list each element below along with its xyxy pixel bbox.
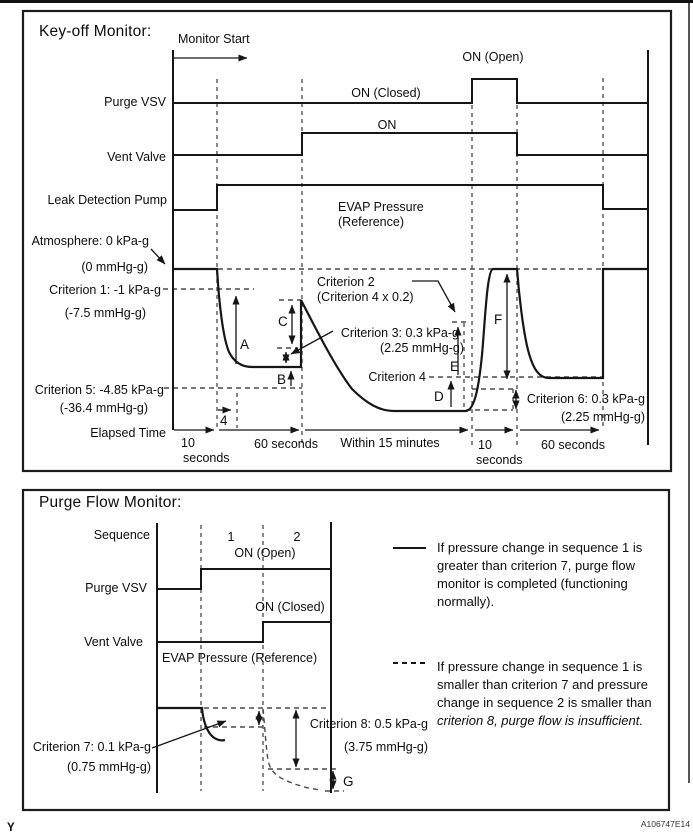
criterion7-label-line1: Criterion 7: 0.1 kPa-g (32, 740, 151, 754)
criterion2-label-line2: (Criterion 4 x 0.2) (317, 290, 414, 304)
mark-a: A (240, 337, 250, 352)
criterion5-label-line1: Criterion 5: -4.85 kPa-g (34, 383, 164, 397)
criterion1-label-line2: (-7.5 mmHg-g) (64, 306, 146, 320)
purge-on-closed-label: ON (Closed) (351, 86, 421, 100)
legend-solid-line1: If pressure change in sequence 1 is (437, 540, 643, 555)
purge-flow-monitor-panel (23, 490, 669, 810)
vent-valve-trace-2 (157, 622, 331, 642)
purge-on-open-label-2: ON (Open) (234, 546, 296, 560)
mark-d: D (434, 389, 444, 404)
key-off-waveforms (173, 50, 648, 445)
elapsed-time-label: Elapsed Time (90, 426, 166, 440)
tick-60s-1: 60 seconds (254, 437, 318, 451)
purge-vsv-trace-2 (157, 569, 331, 589)
purge-flow-labels (33, 494, 652, 789)
legend-dashed-line2: smaller than criterion 7 and pressure (437, 677, 648, 692)
criterion2-label-line1: Criterion 2 (317, 275, 375, 289)
criterion8-label-line1: Criterion 8: 0.5 kPa-g (309, 717, 428, 731)
legend-dashed-line3: change in sequence 2 is smaller than (437, 695, 652, 710)
vent-valve-trace (173, 133, 648, 155)
legend-solid-text (437, 540, 643, 609)
atmosphere-label-line2: (0 mmHg-g) (81, 260, 148, 274)
atmosphere-pointer-arrow (151, 249, 165, 264)
legend-dashed-text (437, 659, 652, 728)
key-off-title: Key-off Monitor: (39, 23, 152, 40)
criterion3-label-line1: Criterion 3: 0.3 kPa-g (340, 326, 459, 340)
purge-flow-title: Purge Flow Monitor: (39, 494, 182, 511)
purge-vsv-label: Purge VSV (104, 95, 166, 109)
tick-10s-1-line2: seconds (183, 451, 230, 465)
tick-60s-2: 60 seconds (541, 438, 605, 452)
key-off-labels (32, 23, 645, 467)
legend-solid-line4: normally). (437, 594, 495, 609)
vent-on-label: ON (377, 118, 397, 132)
sequence-1: 1 (227, 530, 235, 544)
tick-10s-2-line2: seconds (476, 453, 523, 467)
mark-f: F (494, 312, 503, 327)
criterion4-label: Criterion 4 (368, 370, 426, 384)
page-corner-mark: Y (7, 822, 15, 834)
criterion2-pointer-arrow (412, 281, 455, 312)
evap-reference-line1: EVAP Pressure (338, 200, 424, 214)
legend-solid-line3: monitor is completed (functioning (437, 576, 628, 591)
criterion8-label-line2: (3.75 mmHg-g) (343, 740, 428, 754)
mark-g: G (343, 774, 354, 789)
criterion6-label-line1: Criterion 6: 0.3 kPa-g (526, 392, 645, 406)
vent-on-closed-label: ON (Closed) (255, 600, 325, 614)
criterion3-label-line2: (2.25 mmHg-g) (379, 341, 464, 355)
scan-edge-top (0, 0, 693, 3)
legend-dashed-line4: criterion 8, purge flow is insufficient. (437, 713, 643, 728)
criterion1-label-line1: Criterion 1: -1 kPa-g (49, 283, 161, 297)
tick-10s-2-line1: 10 (478, 438, 492, 452)
sequence-2: 2 (293, 530, 301, 544)
legend-dashed-line1: If pressure change in sequence 1 is (437, 659, 643, 674)
legend-solid-line2: greater than criterion 7, purge flow (437, 558, 635, 573)
mark-four-seconds: 4 (220, 413, 228, 428)
mark-b: B (277, 372, 287, 387)
key-off-monitor-panel (23, 11, 671, 471)
vent-valve-label: Vent Valve (107, 150, 166, 164)
figure-id: A106747E14 (640, 819, 690, 829)
evap-pressure-normal-trace (157, 708, 225, 740)
criterion6-label-line2: (2.25 mmHg-g) (560, 410, 645, 424)
sequence-label: Sequence (93, 528, 150, 542)
criterion7-pointer-arrow (152, 721, 226, 748)
vent-valve-label-2: Vent Valve (84, 635, 143, 649)
criterion5-label-line2: (-36.4 mmHg-g) (59, 401, 148, 415)
atmosphere-label-line1: Atmosphere: 0 kPa-g (31, 234, 149, 248)
tick-15min: Within 15 minutes (340, 436, 440, 450)
criterion7-label-line2: (0.75 mmHg-g) (66, 760, 151, 774)
purge-vsv-label-2: Purge VSV (85, 581, 147, 595)
mark-e: E (450, 359, 460, 374)
evap-reference-label-2: EVAP Pressure (Reference) (162, 651, 318, 665)
evap-reference-line2: (Reference) (338, 215, 404, 229)
tick-10s-1-line1: 10 (181, 436, 195, 450)
leak-detection-pump-label: Leak Detection Pump (47, 193, 167, 207)
purge-on-open-label: ON (Open) (462, 50, 524, 64)
monitor-start-label: Monitor Start (178, 32, 250, 46)
mark-c: C (278, 314, 288, 329)
